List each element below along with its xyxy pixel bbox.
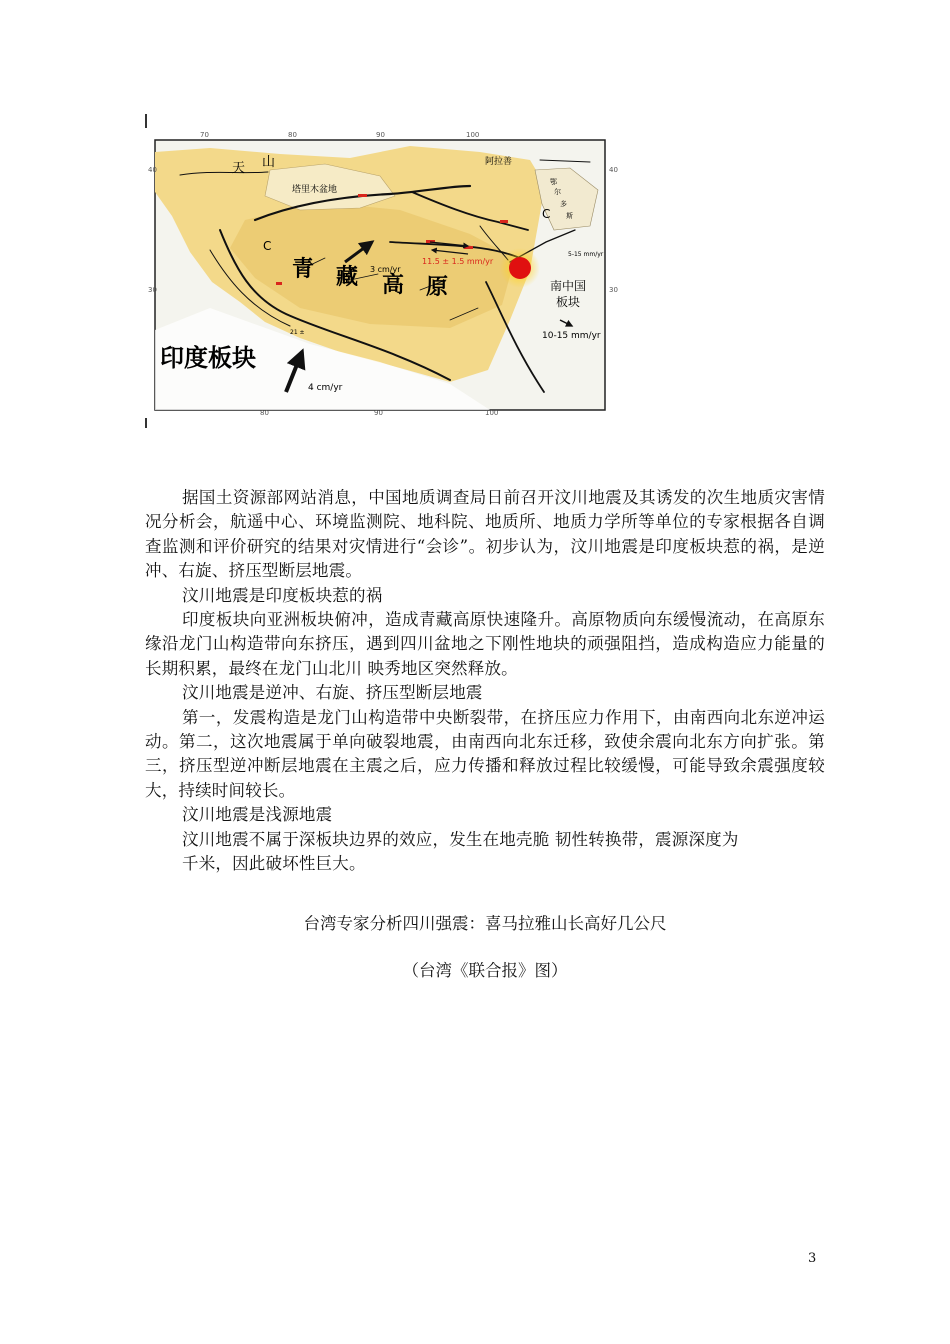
label-alashan: 阿拉善 bbox=[485, 157, 513, 167]
crop-mark-top bbox=[145, 114, 147, 128]
page-number: 3 bbox=[808, 1251, 817, 1266]
figure-caption-source: （台湾《联合报》图） bbox=[402, 961, 568, 980]
tick-top-0: 70 bbox=[200, 131, 209, 139]
label-rate-south-china: 10-15 mm/yr bbox=[542, 331, 601, 341]
tick-left-1: 30 bbox=[148, 286, 157, 294]
tick-top-3: 100 bbox=[466, 131, 480, 139]
article-body bbox=[145, 486, 825, 877]
tibet-tectonic-map bbox=[150, 130, 620, 415]
epicenter-dot bbox=[509, 257, 531, 279]
label-rate-fault: 11.5 ± 1.5 mm/yr bbox=[422, 257, 494, 266]
paragraph-shallow-source: 汶川地震不属于深板块边界的效应，发生在地壳脆 韧性转换带，震源深度为 bbox=[182, 829, 739, 849]
tick-top-1: 80 bbox=[288, 131, 297, 139]
label-ordos-1: 鄂 bbox=[550, 178, 557, 186]
tick-bottom-0: 80 bbox=[260, 409, 269, 417]
paragraph-fault-type: 第一，发震构造是龙门山构造带中央断裂带，在挤压应力作用下，由南西向北东逆冲运动。第二，这次地震属于单向破裂地震，由南西向北东迁移，致使余震向北东方向扩张。第三，挤压型逆冲断层地震在主震之后，应力传播和释放过程比较缓慢，可能导致余震强度较大，持续时间较长。 bbox=[145, 707, 825, 800]
label-tianshan-1: 天 bbox=[232, 161, 246, 176]
label-south-china-1: 南中国 bbox=[550, 279, 587, 293]
label-ordos-3: 多 bbox=[560, 200, 567, 208]
tick-left-0: 40 bbox=[148, 166, 157, 174]
label-tarim: 塔里木盆地 bbox=[292, 185, 338, 195]
paragraph-intro: 据国土资源部网站消息，中国地质调查局日前召开汶川地震及其诱发的次生地质灾害情况分析会，航遥中心、环境监测院、地科院、地质所、地质力学所等单位的专家根据各自调查监测和评价研究的结果对灾情进行“会诊”。初步认为，汶川地震是印度板块惹的祸，是逆冲、右旋、挤压型断层地震。 bbox=[145, 488, 825, 581]
label-south-china-2: 板块 bbox=[556, 295, 581, 309]
depth-continuation: 千米，因此破坏性巨大。 bbox=[182, 854, 366, 874]
label-tianshan-2: 山 bbox=[262, 155, 276, 170]
label-plateau-1: 青 bbox=[292, 257, 315, 282]
label-rate-5-15: 5-15 mm/yr bbox=[568, 251, 604, 258]
label-india-plate: 印度板块 bbox=[160, 344, 256, 372]
crop-mark-bottom bbox=[145, 418, 147, 428]
heading-fault-type: 汶川地震是逆冲、右旋、挤压型断层地震 bbox=[182, 683, 483, 703]
label-c-right: C bbox=[542, 207, 551, 221]
label-plateau-2: 藏 bbox=[336, 265, 359, 290]
tick-bottom-2: 100 bbox=[485, 409, 499, 417]
heading-india-plate: 汶川地震是印度板块惹的祸 bbox=[182, 585, 383, 605]
label-ordos-4: 斯 bbox=[566, 212, 573, 220]
label-ordos-2: 尔 bbox=[554, 188, 561, 196]
heading-shallow-source: 汶川地震是浅源地震 bbox=[182, 805, 333, 825]
tick-right-1: 30 bbox=[609, 286, 618, 294]
label-rate-21: 21 ± bbox=[290, 329, 305, 336]
figure-caption-title: 台湾专家分析四川强震：喜马拉雅山长高好几公尺 bbox=[303, 914, 667, 933]
label-rate-4cm: 4 cm/yr bbox=[308, 383, 343, 393]
tick-top-2: 90 bbox=[376, 131, 385, 139]
label-plateau-3: 高 bbox=[382, 273, 405, 298]
tick-bottom-1: 90 bbox=[374, 409, 383, 417]
paragraph-india-plate: 印度板块向亚洲板块俯冲，造成青藏高原快速隆升。高原物质向东缓慢流动，在高原东缘沿龙门山构造带向东挤压，遇到四川盆地之下刚性地块的顽强阻挡，造成构造应力能量的长期积累，最终在龙门山北川 映秀地区突然释放。 bbox=[145, 610, 825, 678]
tick-right-0: 40 bbox=[609, 166, 618, 174]
paragraph-shallow-source-end bbox=[145, 852, 825, 876]
label-plateau-4: 原 bbox=[426, 275, 449, 300]
label-c-left: C bbox=[263, 239, 272, 253]
label-rate-3cm: 3 cm/yr bbox=[370, 265, 401, 274]
